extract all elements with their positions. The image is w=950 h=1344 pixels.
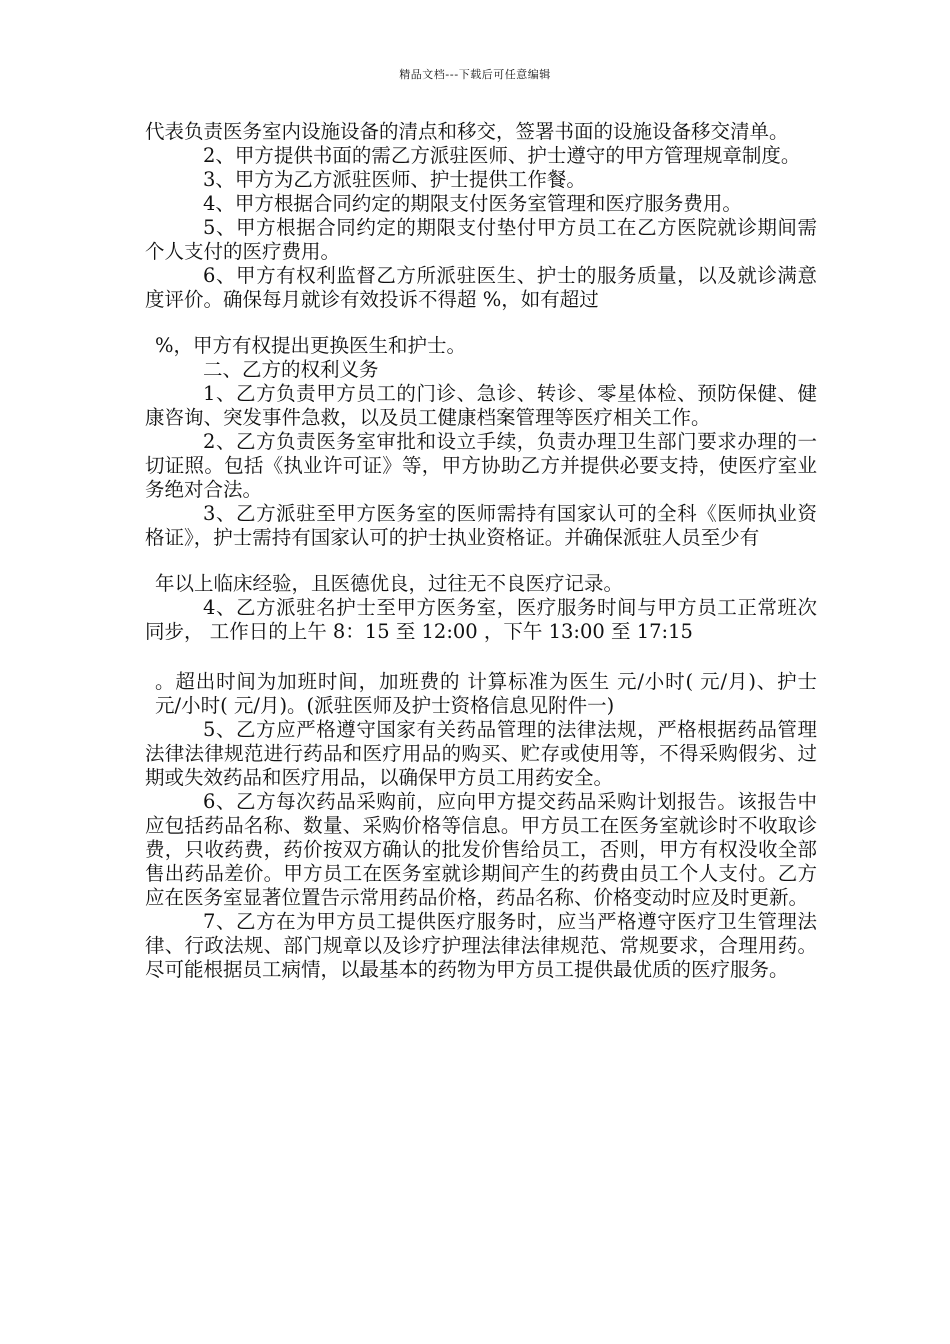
paragraph-party-b-6: 6、乙方每次药品采购前，应向甲方提交药品采购计划报告。该报告中应包括药品名称、数量、采购价格等信息。甲方员工在医务室就诊时不收取诊费，只收药费，药价按双方确认的批发价售给员工，否则，甲方有权没收全部售出药品差价。甲方员工在医务室就诊期间产生的药费由员工个人支付。乙方应在医务室显著位置告示常用药品价格，药品名称、价格变动时应及时更新。 [145, 790, 817, 909]
page-header: 精品文档---下载后可任意编辑 [399, 68, 551, 81]
paragraph-party-a-3: 3、甲方为乙方派驻医师、护士提供工作餐。 [203, 168, 586, 191]
paragraph-party-b-3: 3、乙方派驻至甲方医务室的医师需持有国家认可的全科《医师执业资格证》，护士需持有国家认可的护士执业资格证。并确保派驻人员至少有 [145, 502, 817, 549]
paragraph-party-a-6: 6、甲方有权利监督乙方所派驻医生、护士的服务质量，以及就诊满意度评价。确保每月就诊有效投诉不得超 %，如有超过 [145, 264, 817, 311]
document-body [145, 120, 817, 982]
paragraph-party-b-5: 5、乙方应严格遵守国家有关药品管理的法律法规，严格根据药品管理法律法律规范进行药品和医疗用品的购买、贮存或使用等，不得采购假劣、过期或失效药品和医疗用品，以确保甲方员工用药安全。 [145, 718, 817, 789]
section-heading-party-b: 二、乙方的权利义务 [203, 358, 379, 381]
paragraph-party-b-4-cont: 。超出时间为加班时间，加班费的 计算标准为医生 元/小时( 元/月)、护士 元/小时( 元/月)。(派驻医师及护士资格信息见附件一) [155, 670, 817, 717]
paragraph-party-b-4: 4、乙方派驻名护士至甲方医务室，医疗服务时间与甲方员工正常班次同步， 工作日的上午 8：15 至 12:00 ，下午 13:00 至 17:15 [145, 596, 817, 643]
paragraph-party-a-2: 2、甲方提供书面的需乙方派驻医师、护士遵守的甲方管理规章制度。 [203, 144, 801, 167]
paragraph-party-b-2: 2、乙方负责医务室审批和设立手续，负责办理卫生部门要求办理的一切证照。包括《执业许可证》等，甲方协助乙方并提供必要支持，使医疗室业务绝对合法。 [145, 430, 817, 501]
paragraph-party-b-7: 7、乙方在为甲方员工提供医疗服务时，应当严格遵守医疗卫生管理法律、行政法规、部门规章以及诊疗护理法律法律规范、常规要求，合理用药。尽可能根据员工病情，以最基本的药物为甲方员工提供最优质的医疗服务。 [145, 910, 817, 981]
paragraph-party-a-6-cont: %，甲方有权提出更换医生和护士。 [155, 334, 467, 357]
paragraph-party-a-5: 5、甲方根据合同约定的期限支付垫付甲方员工在乙方医院就诊期间需个人支付的医疗费用。 [145, 216, 817, 263]
paragraph-party-b-1: 1、乙方负责甲方员工的门诊、急诊、转诊、零星体检、预防保健、健康咨询、突发事件急救，以及员工健康档案管理等医疗相关工作。 [145, 382, 817, 429]
paragraph-party-b-3-cont: 年以上临床经验，且医德优良，过往无不良医疗记录。 [155, 572, 624, 595]
paragraph-party-a-4: 4、甲方根据合同约定的期限支付医务室管理和医疗服务费用。 [203, 192, 742, 215]
paragraph-continuation: 代表负责医务室内设施设备的清点和移交，签署书面的设施设备移交清单。 [145, 120, 789, 143]
